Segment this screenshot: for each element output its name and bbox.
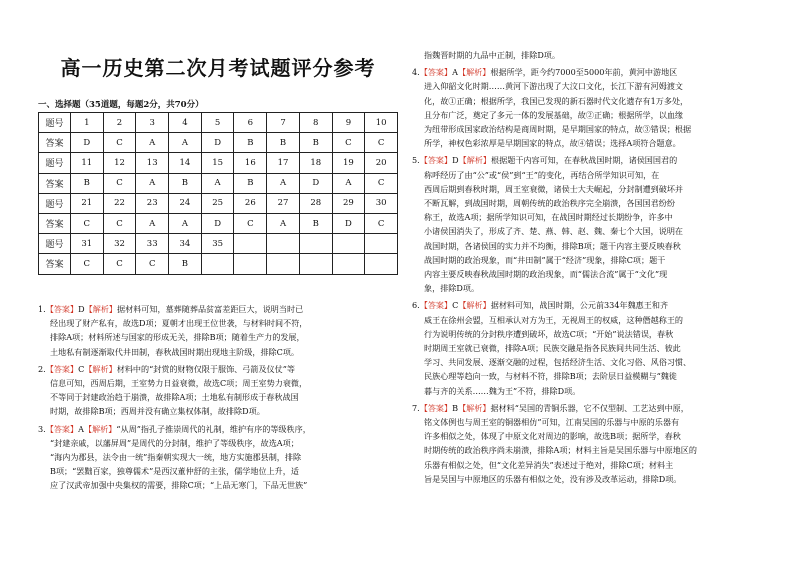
question-number-cell: 19 (332, 153, 365, 173)
question-number-cell: 15 (201, 153, 234, 173)
question-number-cell: 32 (103, 234, 136, 254)
row-label-question: 题号 (39, 113, 71, 133)
answer-cell: C (103, 173, 136, 193)
row-label-question: 题号 (39, 193, 71, 213)
answer-cell: C (136, 254, 169, 274)
row-label-question: 题号 (39, 234, 71, 254)
question-number-cell: 3 (136, 113, 169, 133)
explanation-line: 排除A项；材料所述与国家的形成无关，排除B项；随着生产力的发展， (50, 332, 305, 343)
answer-cell: C (70, 213, 103, 233)
answer-cell: C (103, 133, 136, 153)
explanation-line: “封建亲戚，以藩屏周”是周代的分封制，维护了等级秩序，故选A项； (50, 437, 299, 448)
explanation-line: 内容主要反映春秋战国时期的政治现象，而“儒法合流”属于“文化”现 (424, 269, 668, 280)
explanation-line: 不断瓦解，到战国时期，周朝传统的政治秩序完全崩溃，各国国君纷纷 (424, 198, 675, 209)
question-number-cell (234, 234, 267, 254)
page-title: 高一历史第二次月考试题评分参考 (60, 56, 376, 80)
explanation-line: 土地私有制逐渐取代井田制，春秋战国时期出现地主阶级，排除C项。 (50, 346, 300, 357)
answer-cell: A (169, 213, 202, 233)
explanation-line: 4.【答案】A【解析】根据所学，距今约7000至5000年前，黄河中游地区 (412, 67, 678, 78)
row-label-answer: 答案 (39, 213, 71, 233)
answer-cell (234, 254, 267, 274)
section-heading: 一、选择题（35道题，每题2分，共70分） (38, 100, 204, 110)
question-number-cell (299, 234, 332, 254)
question-number-cell: 24 (169, 193, 202, 213)
question-number-cell: 34 (169, 234, 202, 254)
explanation-line: 战国时期的政治现象，而“井田制”属于“经济”现象，排除C项；题干 (424, 254, 666, 265)
answer-cell: D (299, 173, 332, 193)
explanation-line: 应了汉武帝加强中央集权的需要，排除C项；“上品无寒门，下品无世族” (50, 480, 308, 491)
explanation-item (412, 401, 770, 486)
answer-cell: A (267, 213, 300, 233)
question-number-cell: 11 (70, 153, 103, 173)
explanation-line: 5.【答案】D【解析】根据题干内容可知，在春秋战国时期，诸侯国国君的 (412, 155, 678, 166)
explanation-line: 6.【答案】C【解析】据材料可知，战国时期，公元前334年魏惠王和齐 (412, 300, 669, 311)
explanation-line: 化，故①正确；根据所学，我国已发现的新石器时代文化遗存有1万多处， (424, 95, 689, 106)
question-number-cell: 17 (267, 153, 300, 173)
question-number-cell: 28 (299, 193, 332, 213)
row-label-answer: 答案 (39, 133, 71, 153)
question-number-cell: 2 (103, 113, 136, 133)
explanation-item (412, 153, 770, 295)
explanation-line: 学习、共同发展、逐渐交融的过程，包括经济生活、文化习俗、风俗习惯、 (424, 357, 692, 368)
question-number-cell (332, 234, 365, 254)
question-number-cell: 16 (234, 153, 267, 173)
question-number-cell: 22 (103, 193, 136, 213)
explanation-line: B项；“罢黜百家，独尊儒术”是西汉董仲舒的主张，儒学地位上升，适 (50, 466, 299, 477)
question-number-cell: 5 (201, 113, 234, 133)
explanation-line: 称呼经历了由“公”或“侯”到“王”的变化，再结合所学知识可知，在 (424, 169, 660, 180)
question-number-cell: 35 (201, 234, 234, 254)
question-number-cell: 8 (299, 113, 332, 133)
row-label-answer: 答案 (39, 254, 71, 274)
answer-cell: C (365, 213, 398, 233)
question-number-row (39, 153, 398, 173)
explanation-item (38, 362, 400, 419)
answer-cell: B (234, 173, 267, 193)
explanation-line: 铭文体例也与周王室的铜器相仿”可知，江南吴国的乐器与中原的乐器有 (424, 417, 680, 428)
explanation-line: 威王在徐州会盟，互相承认对方为王，无视周王的权威，这种僭越称王的 (424, 314, 684, 325)
row-label-answer: 答案 (39, 173, 71, 193)
answer-cell: D (332, 213, 365, 233)
explanation-item (412, 298, 770, 397)
explanation-item (38, 302, 400, 359)
explanation-line: 战国时期，各诸侯国的实力并不均衡，排除B项；题干内容主要反映春秋 (424, 240, 681, 251)
answer-cell: B (267, 133, 300, 153)
explanation-line: 称王，故选A项；据所学知识可知，在战国时期经过长期纷争，许多中 (424, 212, 673, 223)
left-column (38, 302, 400, 496)
question-number-cell: 9 (332, 113, 365, 133)
item-gap (412, 486, 770, 489)
answer-cell: D (201, 133, 234, 153)
question-number-cell: 25 (201, 193, 234, 213)
answer-cell: C (332, 133, 365, 153)
item-gap (38, 493, 400, 496)
explanation-line: 指魏晋时期的九品中正制，排除D项。 (424, 50, 560, 60)
question-number-cell: 10 (365, 113, 398, 133)
explanation-line: 时期周王室就已衰微，排除A项；民族交融是指各民族间共同生活、彼此 (424, 343, 681, 354)
question-number-row (39, 113, 398, 133)
explanation-line: 乐器有相似之处，但“文化差异消失”表述过于绝对，排除C项；材料主 (424, 459, 674, 470)
answer-cell (267, 254, 300, 274)
explanation-line: 经出现了财产私有，故选D项；夏朝才出现王位世袭，与材料时间不符， (50, 318, 308, 329)
question-number-cell: 20 (365, 153, 398, 173)
question-number-cell: 29 (332, 193, 365, 213)
answer-cell: D (201, 213, 234, 233)
explanation-line: 不等同于封建政治趋于崩溃，故排除A项；土地私有制形成于春秋战国 (50, 392, 299, 403)
answer-cell: A (136, 213, 169, 233)
explanation-line: 且分布广泛，奠定了多元一体的发展基础，故②正确；根据所学，以血缘 (424, 109, 684, 120)
question-number-cell: 1 (70, 113, 103, 133)
question-number-cell: 18 (299, 153, 332, 173)
explanation-line: 时期，故排除B项；西周并没有确立集权体制，故排除D项。 (50, 406, 265, 417)
question-number-row (39, 234, 398, 254)
answer-cell: A (169, 133, 202, 153)
explanation-line: 所学，神权色彩浓厚是早期国家的特点，故④错误；选择A项符合题意。 (424, 138, 681, 149)
explanation-line: “海内为郡县，法令由一统”指秦朝实现大一统，地方实施郡县制，排除 (50, 452, 302, 463)
answer-row (39, 213, 398, 233)
explanation-line: 1.【答案】D【解析】据材料可知，墓葬随葬品贫富差距巨大，说明当时已 (38, 304, 304, 314)
answer-cell: D (70, 133, 103, 153)
answer-cell: B (299, 213, 332, 233)
answer-cell (299, 254, 332, 274)
answer-cell: B (169, 173, 202, 193)
answer-row (39, 173, 398, 193)
question-number-cell: 30 (365, 193, 398, 213)
explanation-line: 信息可知，西周后期，王室势力日益衰微，故选C项；周王室势力衰微， (50, 378, 308, 389)
question-number-cell: 26 (234, 193, 267, 213)
answer-cell: A (136, 133, 169, 153)
answer-cell: A (201, 173, 234, 193)
explanation-line: 民族心理等趋向一致，与材料不符，排除B项；去阶层日益模糊与“魏徙 (424, 371, 677, 382)
explanation-line: 行为说明传统的分封秩序遭到破坏，故选C项；“开始”说法错误，春秋 (424, 328, 674, 339)
explanation-item (412, 48, 770, 62)
question-number-cell: 27 (267, 193, 300, 213)
explanation-line: 象，排除D项。 (424, 283, 480, 294)
explanation-item (38, 422, 400, 493)
answer-cell: B (299, 133, 332, 153)
question-number-cell: 7 (267, 113, 300, 133)
answer-cell: B (70, 173, 103, 193)
explanation-line: 3.【答案】A【解析】“从周”指孔子推崇周代的礼制，维护有序的等级秩序， (38, 423, 311, 434)
explanation-line: 为纽带形成国家政治结构是商周时期，是早期国家的特点，故③错误；根据 (424, 124, 692, 135)
row-label-question: 题号 (39, 153, 71, 173)
question-number-cell: 31 (70, 234, 103, 254)
explanation-line: 7.【答案】B【解析】据材料“吴国的青铜乐器，它不仅型制、工艺达到中原， (412, 402, 689, 413)
answer-cell: C (234, 213, 267, 233)
question-number-cell: 14 (169, 153, 202, 173)
answer-cell (201, 254, 234, 274)
question-number-cell: 6 (234, 113, 267, 133)
answer-row (39, 133, 398, 153)
question-number-cell: 21 (70, 193, 103, 213)
answer-cell: C (103, 254, 136, 274)
answer-row (39, 254, 398, 274)
explanation-line: 许多相似之处，体现了中原文化对周边的影响，故选B项；据所学，春秋 (424, 431, 681, 442)
explanation-item (412, 65, 770, 150)
answer-cell: B (169, 254, 202, 274)
answer-cell: C (365, 173, 398, 193)
question-number-cell: 13 (136, 153, 169, 173)
question-number-cell (365, 234, 398, 254)
answer-cell (365, 254, 398, 274)
explanation-line: 旨是吴国与中原地区的乐器有相似之处，没有涉及改革运动，排除D项。 (424, 473, 682, 484)
explanation-line: 暮与齐的关系……魏为王”不符，排除D项。 (424, 385, 581, 396)
answer-cell: A (332, 173, 365, 193)
question-number-cell: 23 (136, 193, 169, 213)
answer-cell (332, 254, 365, 274)
question-number-row (39, 193, 398, 213)
answer-cell: C (365, 133, 398, 153)
question-number-cell: 12 (103, 153, 136, 173)
explanation-line: 时期传统的政治秩序尚未崩溃，排除A项；材料主旨是吴国乐器与中原地区的 (424, 445, 697, 456)
answer-table (38, 112, 398, 275)
answer-cell: A (267, 173, 300, 193)
answer-cell: C (70, 254, 103, 274)
question-number-cell (267, 234, 300, 254)
question-number-cell: 33 (136, 234, 169, 254)
explanation-line: 进入仰韶文化时期……黄河下游出现了大汶口文化，长江下游有河姆渡文 (424, 81, 684, 92)
explanation-line: 2.【答案】C【解析】材料中的“封赏的财物仅限于服饰、弓箭及仪仗”等 (38, 363, 295, 374)
question-number-cell: 4 (169, 113, 202, 133)
right-column (412, 48, 770, 489)
answer-cell: A (136, 173, 169, 193)
explanation-line: 西周后期到春秋时期，周王室衰微，诸侯士大夫崛起，分封制遭到破坏并 (424, 183, 684, 194)
explanation-line: 小诸侯国消失了，形成了齐、楚、燕、韩、赵、魏、秦七个大国，说明在 (424, 226, 684, 237)
answer-cell: B (234, 133, 267, 153)
answer-cell: C (103, 213, 136, 233)
